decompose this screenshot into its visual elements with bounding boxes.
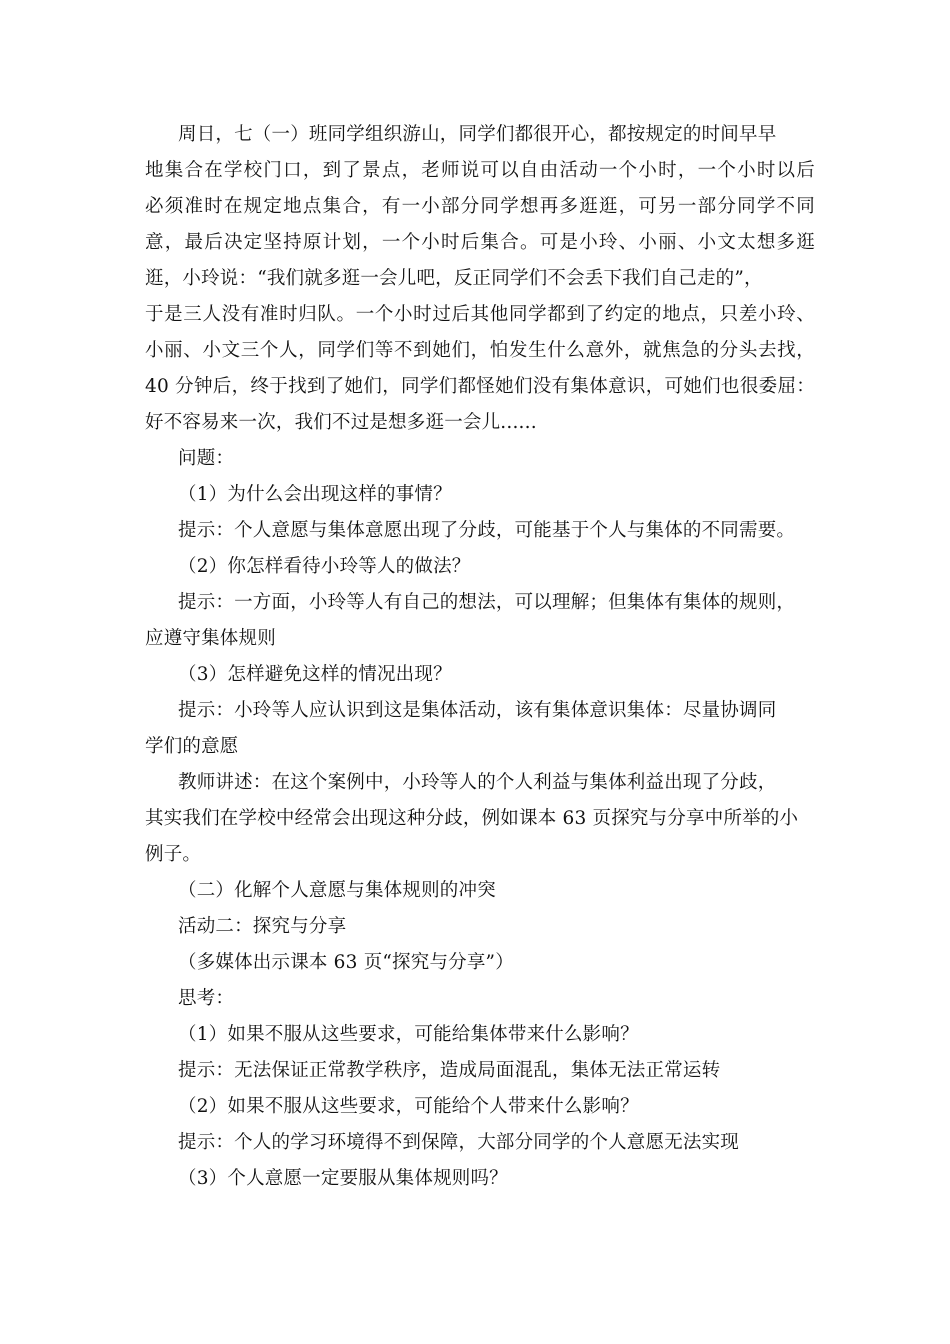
hint-line: 学们的意愿 xyxy=(145,736,239,757)
hint-line: 提示：无法保证正常教学秩序，造成局面混乱，集体无法正常运转 xyxy=(178,1060,721,1081)
hint-line: 提示：一方面，小玲等人有自己的想法，可以理解；但集体有集体的规则， xyxy=(178,592,796,613)
question-item: （3）个人意愿一定要服从集体规则吗？ xyxy=(178,1168,508,1189)
paragraph-line: 好不容易来一次，我们不过是想多逛一会儿...... xyxy=(145,412,537,433)
thinking-heading: 思考： xyxy=(178,988,235,1009)
teacher-narration: 教师讲述：在这个案例中，小玲等人的个人利益与集体利益出现了分歧， xyxy=(178,772,777,793)
hint-line: 提示：小玲等人应认识到这是集体活动，该有集体意识集体：尽量协调同 xyxy=(178,700,777,721)
activity-note: （多媒体出示课本 63 页“探究与分享”） xyxy=(178,952,514,973)
hint-line: 应遵守集体规则 xyxy=(145,628,276,649)
paragraph-line: 逛，小玲说：“我们就多逛一会儿吧，反正同学们不会丢下我们自己走的”， xyxy=(145,268,763,289)
hint-line: 提示：个人意愿与集体意愿出现了分歧，可能基于个人与集体的不同需要。 xyxy=(178,520,796,541)
paragraph-line: 必须准时在规定地点集合，有一小部分同学想再多逛逛，可另一部分同学不同 xyxy=(145,196,815,217)
question-item: （2）如果不服从这些要求，可能给个人带来什么影响？ xyxy=(178,1096,639,1117)
paragraph-line: 地集合在学校门口，到了景点，老师说可以自由活动一个小时，一个小时以后 xyxy=(145,160,815,181)
paragraph-line: 于是三人没有准时归队。一个小时过后其他同学都到了约定的地点，只差小玲、 xyxy=(145,304,815,325)
question-item: （1）为什么会出现这样的事情？ xyxy=(178,484,452,505)
question-item: （3）怎样避免这样的情况出现？ xyxy=(178,664,452,685)
activity-title: 活动二：探究与分享 xyxy=(178,916,347,937)
paragraph-line: 小丽、小文三个人，同学们等不到她们，怕发生什么意外，就焦急的分头去找， xyxy=(145,340,815,361)
hint-line: 提示：个人的学习环境得不到保障，大部分同学的个人意愿无法实现 xyxy=(178,1132,740,1153)
paragraph-line: 周日，七（一）班同学组织游山，同学们都很开心，都按规定的时间早早 xyxy=(178,124,777,145)
paragraph-line: 40 分钟后，终于找到了她们，同学们都怪她们没有集体意识，可她们也很委屈： xyxy=(145,376,815,397)
question-item: （2）你怎样看待小玲等人的做法？ xyxy=(178,556,471,577)
section-heading: （二）化解个人意愿与集体规则的冲突 xyxy=(178,880,496,901)
teacher-narration: 例子。 xyxy=(145,844,202,865)
question-item: （1）如果不服从这些要求，可能给集体带来什么影响？ xyxy=(178,1024,639,1045)
teacher-narration: 其实我们在学校中经常会出现这种分歧，例如课本 63 页探究与分享中所举的小 xyxy=(145,808,799,829)
paragraph-line: 意，最后决定坚持原计划，一个小时后集合。可是小玲、小丽、小文太想多逛 xyxy=(145,232,815,253)
question-heading: 问题： xyxy=(178,448,235,469)
